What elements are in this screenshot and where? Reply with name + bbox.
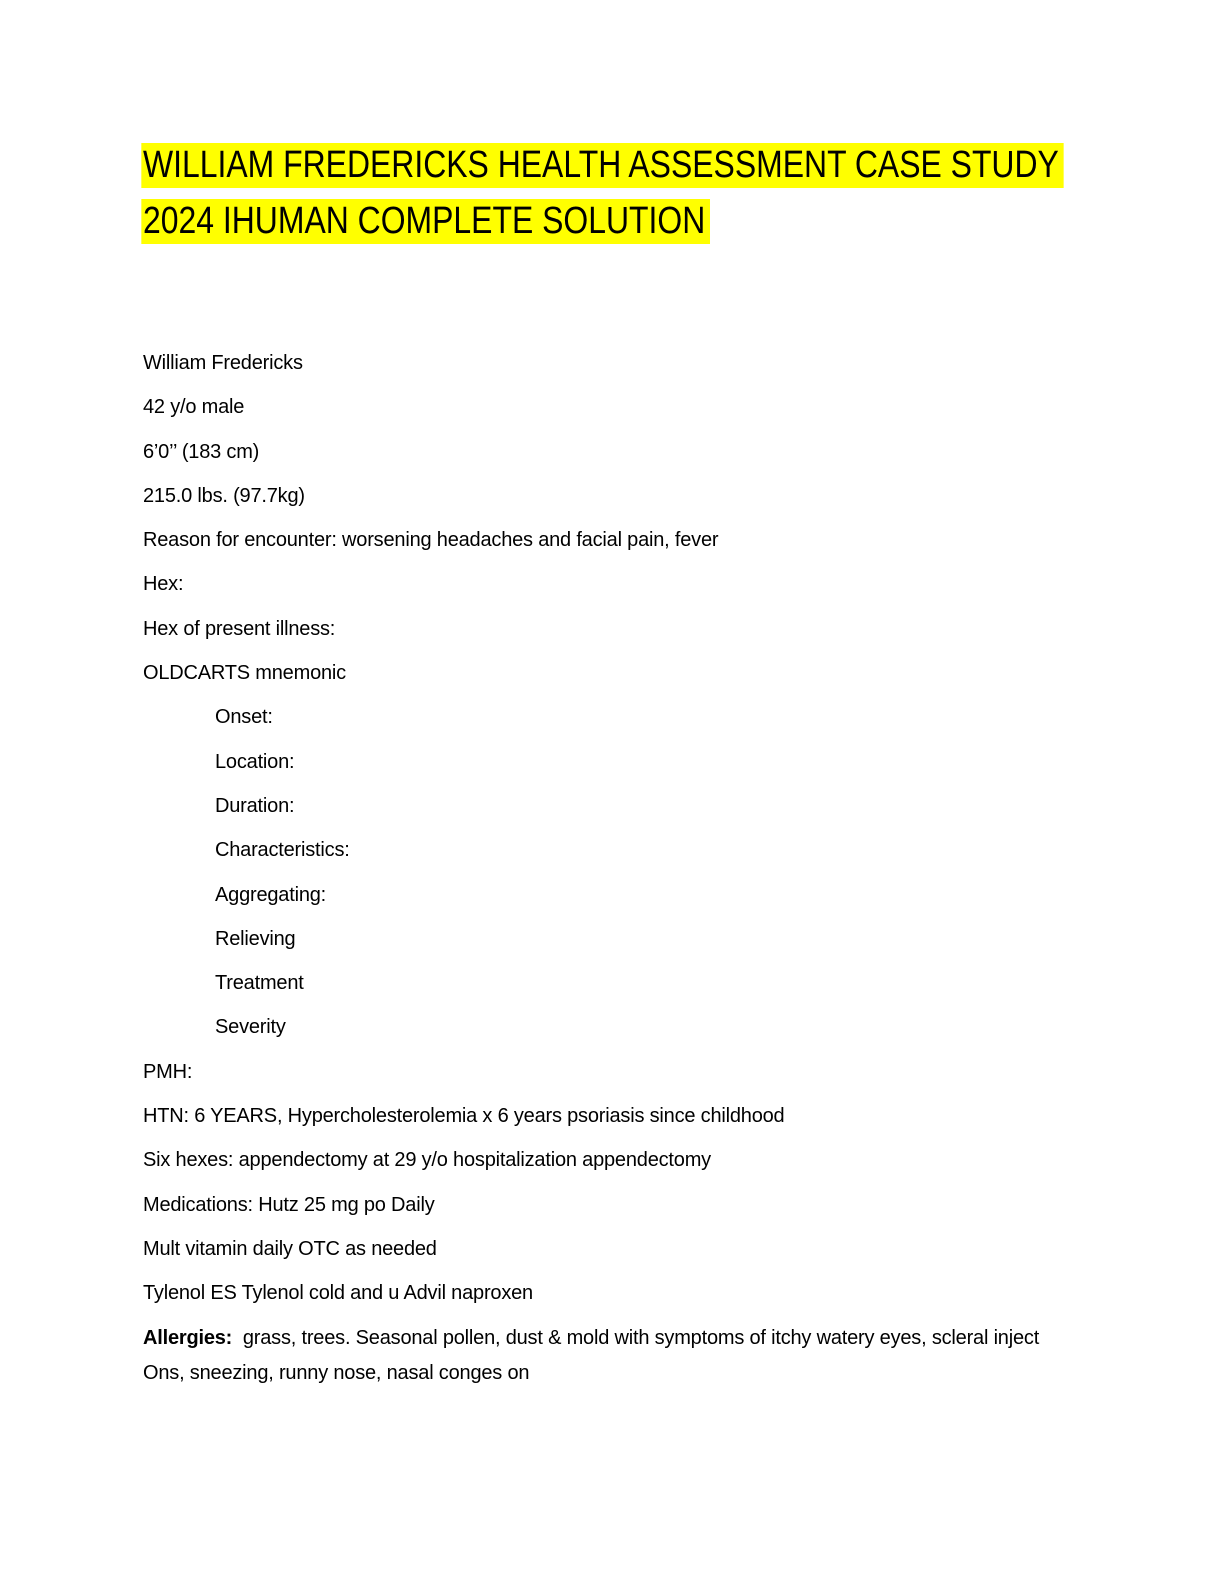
oldcarts-item-duration: Duration: <box>215 794 295 817</box>
allergies-label: Allergies: <box>143 1326 233 1349</box>
oldcarts-item-onset: Onset: <box>215 706 273 729</box>
document-title <box>143 137 1059 249</box>
allergies-line-1 <box>143 1321 1083 1356</box>
paragraph-patient-name: William Fredericks <box>143 352 303 374</box>
oldcarts-item-characteristics: Characteristics: <box>215 839 350 862</box>
title-line-1 <box>143 137 1059 193</box>
paragraph-reason-for-encounter: Reason for encounter: worsening headaches and facial pain, fever <box>143 529 719 552</box>
paragraph-age-sex: 42 y/o male <box>143 396 245 419</box>
paragraph-allergies <box>143 1321 1083 1391</box>
oldcarts-item-aggregating: Aggregating: <box>215 883 327 906</box>
document-content <box>143 137 1083 1400</box>
title-highlight-2: 2024 IHUMAN COMPLETE SOLUTION <box>141 199 710 244</box>
paragraph-weight: 215.0 lbs. (97.7kg) <box>143 484 305 507</box>
paragraph-medications-3: Tylenol ES Tylenol cold and u Advil naproxen <box>143 1282 533 1305</box>
title-line-2 <box>143 193 933 249</box>
paragraph-hex-label: Hex: <box>143 573 184 596</box>
paragraph-height: 6’0’’ (183 cm) <box>143 440 260 463</box>
allergies-text-1: grass, trees. Seasonal pollen, dust & mold with symptoms of itchy watery eyes, scleral inject <box>232 1326 1040 1349</box>
oldcarts-item-relieving: Relieving <box>215 927 296 950</box>
allergies-line-2: Ons, sneezing, runny nose, nasal conges on <box>143 1361 530 1384</box>
paragraph-medications-1: Medications: Hutz 25 mg po Daily <box>143 1193 435 1216</box>
oldcarts-item-treatment: Treatment <box>215 972 304 995</box>
paragraph-pmh-label: PMH: <box>143 1060 193 1083</box>
oldcarts-item-location: Location: <box>215 750 295 773</box>
title-highlight-1: WILLIAM FREDERICKS HEALTH ASSESSMENT CASE STUDY <box>141 143 1064 188</box>
paragraph-surgical-history: Six hexes: appendectomy at 29 y/o hospitalization appendectomy <box>143 1149 711 1172</box>
paragraph-oldcarts-heading: OLDCARTS mnemonic <box>143 662 346 685</box>
paragraph-history-present-illness: Hex of present illness: <box>143 617 336 640</box>
paragraph-medications-2: Mult vitamin daily OTC as needed <box>143 1237 437 1260</box>
oldcarts-item-severity: Severity <box>215 1016 286 1039</box>
paragraph-pmh-line: HTN: 6 YEARS, Hypercholesterolemia x 6 years psoriasis since childhood <box>143 1105 785 1128</box>
